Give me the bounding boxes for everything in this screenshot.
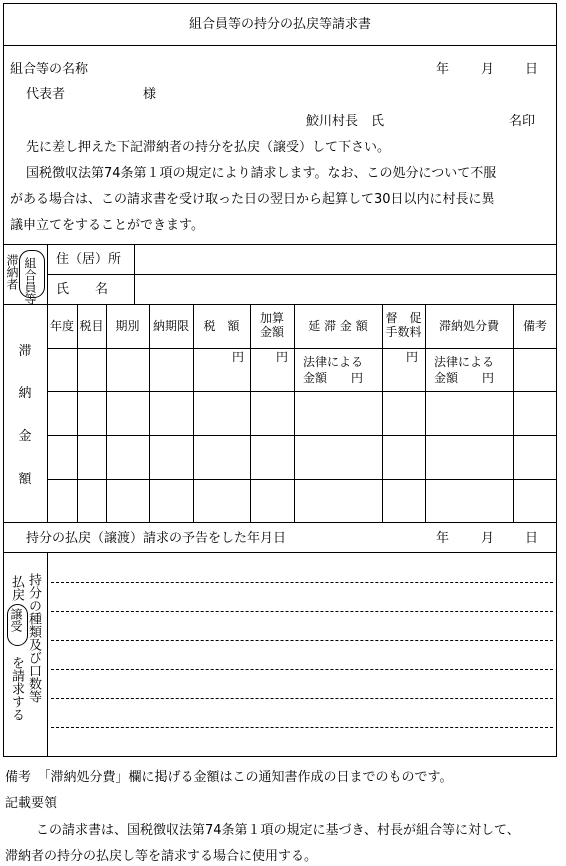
col-noukigen: 納期限 <box>152 319 189 333</box>
law-line-1: 国税徴収法第74条第１項の規定により請求します。なお、この処分について不服 <box>26 166 497 181</box>
entai-houritsu-1: 法律による <box>303 355 364 369</box>
types-side-label-1: 払戻 <box>9 575 24 601</box>
divider <box>47 391 557 392</box>
divider <box>47 552 48 757</box>
dashed-line <box>51 640 553 641</box>
dashed-line <box>51 582 553 583</box>
divider <box>3 552 557 553</box>
col-kasan-1: 加算 <box>259 311 284 325</box>
divider <box>513 304 514 522</box>
yen-zeigaku: 円 <box>232 350 245 364</box>
notice-month: 月 <box>481 531 495 546</box>
footer-guide-line-2: 滞納者の持分の払戻し等を請求する場合に使用する。 <box>5 849 318 864</box>
col-shobunhi: 滞納処分費 <box>438 319 499 333</box>
divider <box>3 45 557 46</box>
address-label: 住（居）所 <box>56 252 122 267</box>
divider <box>106 304 107 522</box>
union-name-label: 組合等の名称 <box>10 62 89 77</box>
member-side-label: 組合員等 <box>23 257 37 305</box>
divider <box>47 304 48 522</box>
shobunhi-houritsu-2: 金額 円 <box>434 371 495 385</box>
sama-label: 様 <box>143 87 157 102</box>
header-month: 月 <box>481 62 495 77</box>
dashed-line <box>51 611 553 612</box>
footer-guide-title: 記載要領 <box>5 796 58 811</box>
divider <box>77 304 78 522</box>
footer-note: 備考 「滞納処分費」欄に掲げる金額はこの通知書作成の日までのものです。 <box>5 770 453 785</box>
divider <box>425 304 426 522</box>
divider <box>47 435 557 436</box>
amount-side-4: 額 <box>18 472 32 487</box>
notice-date-label: 持分の払戻（譲渡）請求の予告をした年月日 <box>26 531 287 546</box>
representative-label: 代表者 <box>26 87 66 102</box>
col-entai: 延 滞 金 額 <box>308 319 368 333</box>
header-year: 年 <box>436 62 450 77</box>
notice-day: 日 <box>525 531 539 546</box>
dashed-line <box>51 669 553 670</box>
name-label: 氏 名 <box>56 282 109 297</box>
amount-side-1: 滞 <box>18 344 32 359</box>
shobunhi-houritsu-1: 法律による <box>434 355 495 369</box>
amount-side-3: 金 <box>18 429 32 444</box>
dashed-line <box>51 698 553 699</box>
divider <box>3 304 557 305</box>
types-side-label-3: 持分の種類及び口数等 <box>26 573 41 703</box>
law-line-2: がある場合は、この請求書を受け取った日の翌日から起算して30日以内に村長に異 <box>10 192 495 207</box>
divider <box>149 304 150 522</box>
form-title: 組合員等の持分の払戻等請求書 <box>188 17 371 32</box>
amount-side-2: 納 <box>18 386 32 401</box>
col-zeimoku: 税目 <box>79 319 104 333</box>
col-tokusoku-1: 督 促 <box>385 311 422 325</box>
divider <box>47 348 557 349</box>
divider <box>294 304 295 522</box>
divider <box>3 244 557 245</box>
yen-tokusoku: 円 <box>406 350 419 364</box>
dashed-line <box>51 727 553 728</box>
header-day: 日 <box>525 62 539 77</box>
notice-year: 年 <box>436 531 450 546</box>
law-line-3: 議申立てをすることができます。 <box>10 218 204 233</box>
divider <box>193 304 194 522</box>
footer-guide-line-1: この請求書は、国税徴収法第74条第１項の規定に基づき、村長が組合等に対して、 <box>36 823 520 838</box>
entai-houritsu-2: 金額 円 <box>303 371 364 385</box>
seal-label: 名印 <box>509 114 536 129</box>
mayor-label: 鮫川村長 氏 <box>306 114 385 129</box>
divider <box>47 274 557 275</box>
request-line: 先に差し押えた下記滞納者の持分を払戻（譲受）して下さい。 <box>26 140 391 155</box>
yen-kasan: 円 <box>276 350 289 364</box>
types-side-label-2: を請求する <box>9 656 24 721</box>
col-nendo: 年度 <box>49 319 74 333</box>
types-side-label-circled: 譲受 <box>9 608 23 632</box>
divider <box>3 522 557 523</box>
col-zeigaku: 税 額 <box>203 319 240 333</box>
col-kasan-2: 金額 <box>259 325 284 339</box>
col-biko: 備考 <box>522 319 547 333</box>
delinquent-side-label: 滞納者 <box>5 254 19 290</box>
col-kibetsu: 期別 <box>115 319 140 333</box>
col-tokusoku-2: 手数料 <box>385 325 422 339</box>
divider <box>47 479 557 480</box>
